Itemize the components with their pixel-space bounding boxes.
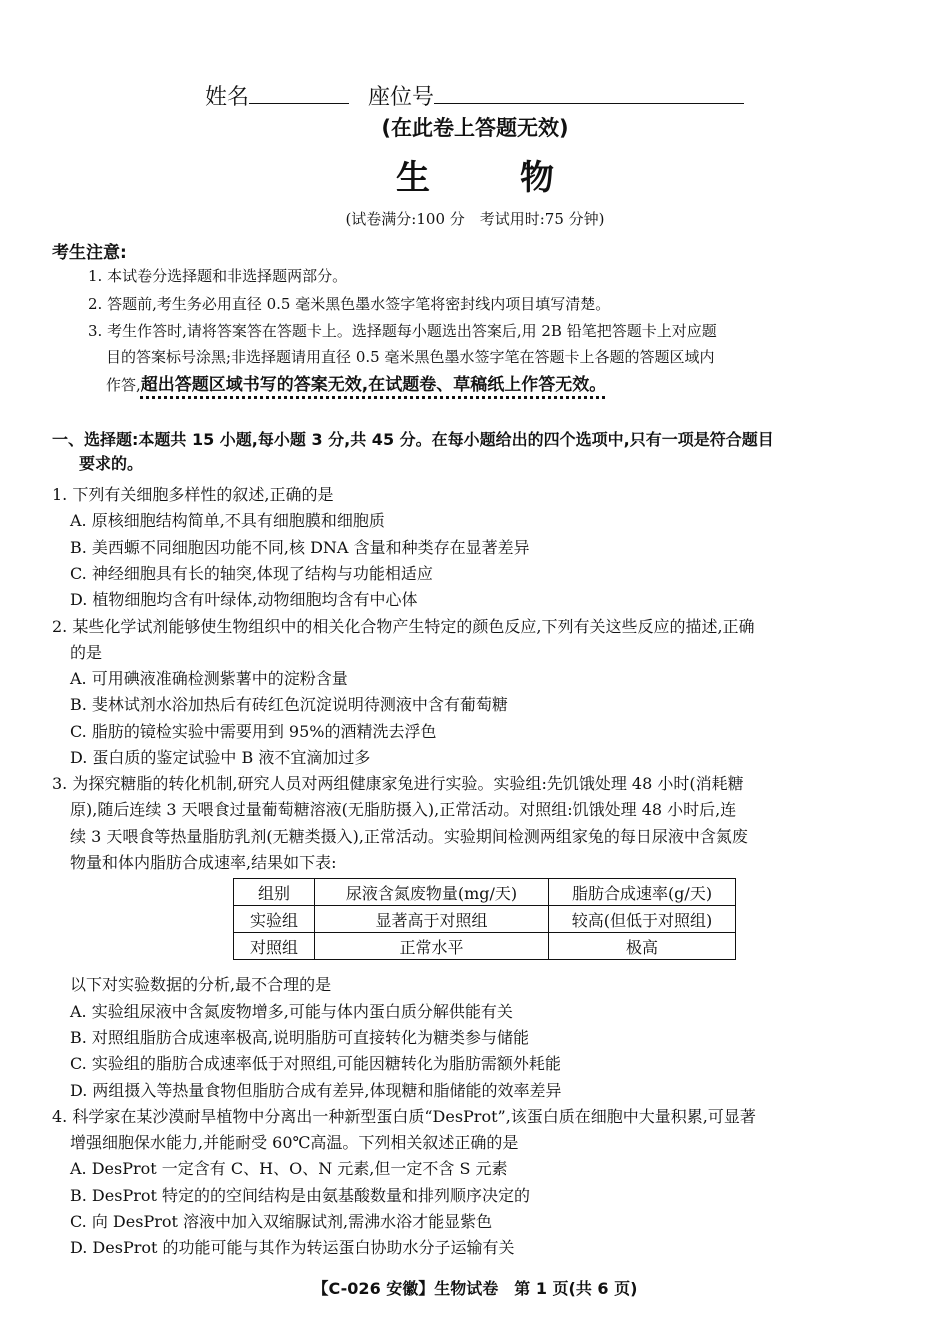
table-header-cell: 组别	[234, 879, 315, 906]
q2-stem-line-2: 的是	[70, 643, 103, 662]
table-cell: 实验组	[234, 906, 315, 933]
q2-option-a: A. 可用碘液准确检测紫薯中的淀粉含量	[70, 669, 348, 688]
q3-option-a: A. 实验组尿液中含氮废物增多,可能与体内蛋白质分解供能有关	[70, 1002, 513, 1021]
attention-item-3-lead: 作答,	[106, 376, 141, 394]
q4-stem-line-1: 4. 科学家在某沙漠耐旱植物中分离出一种新型蛋白质“DesProt”,该蛋白质在细胞中大量积累,可显著	[52, 1107, 756, 1126]
seat-blank	[434, 85, 744, 104]
q2-option-d: D. 蛋白质的鉴定试验中 B 液不宜滴加过多	[70, 748, 371, 767]
attention-emphasis: 超出答题区域书写的答案无效,在试题卷、草稿纸上作答无效。	[140, 375, 607, 395]
q1-stem: 1. 下列有关细胞多样性的叙述,正确的是	[52, 485, 334, 504]
q3-stem-line-4: 物量和体内脂肪合成速率,结果如下表:	[70, 853, 337, 872]
table-row	[234, 906, 736, 933]
q1-option-c: C. 神经细胞具有长的轴突,体现了结构与功能相适应	[70, 564, 433, 583]
table-header-cell: 脂肪合成速率(g/天)	[549, 879, 736, 906]
seat-label: 座位号	[368, 85, 435, 110]
name-label: 姓名	[205, 85, 250, 110]
table-cell: 对照组	[234, 933, 315, 960]
q2-stem-line-1: 2. 某些化学试剂能够使生物组织中的相关化合物产生特定的颜色反应,下列有关这些反应的描述,正确	[52, 617, 755, 636]
q3-option-d: D. 两组摄入等热量食物但脂肪合成有差异,体现糖和脂储能的效率差异	[70, 1081, 562, 1100]
attention-item-3-line-1: 3. 考生作答时,请将答案答在答题卡上。选择题每小题选出答案后,用 2B 铅笔把答题卡上对应题	[88, 322, 717, 340]
q4-option-c: C. 向 DesProt 溶液中加入双缩脲试剂,需沸水浴才能显紫色	[70, 1212, 493, 1231]
attention-item-2: 2. 答题前,考生务必用直径 0.5 毫米黑色墨水签字笔将密封线内项目填写清楚。	[88, 295, 611, 313]
attention-item-3-line-2: 目的答案标号涂黑;非选择题请用直径 0.5 毫米黑色墨水签字笔在答题卡上各题的答题区域内	[106, 348, 715, 366]
table-cell: 正常水平	[315, 933, 549, 960]
q2-option-c: C. 脂肪的镜检实验中需要用到 95%的酒精洗去浮色	[70, 722, 437, 741]
attention-item-3-line-3	[106, 372, 906, 398]
q1-option-b: B. 美西螈不同细胞因功能不同,核 DNA 含量和种类存在显著差异	[70, 538, 530, 557]
q3-option-c: C. 实验组的脂肪合成速率低于对照组,可能因糖转化为脂肪需额外耗能	[70, 1054, 561, 1073]
section-heading-line-2: 要求的。	[79, 454, 144, 473]
q4-option-a: A. DesProt 一定含有 C、H、O、N 元素,但一定不含 S 元素	[70, 1159, 508, 1178]
page-footer: 【C-026 安徽】生物试卷 第 1 页(共 6 页)	[312, 1279, 638, 1298]
q1-option-a: A. 原核细胞结构简单,不具有细胞膜和细胞质	[70, 511, 385, 530]
section-heading	[52, 428, 902, 476]
table-cell: 较高(但低于对照组)	[549, 906, 736, 933]
table-header-cell: 尿液含氮废物量(mg/天)	[315, 879, 549, 906]
name-blank	[249, 85, 349, 104]
q1-option-d: D. 植物细胞均含有叶绿体,动物细胞均含有中心体	[70, 590, 418, 609]
q3-stem-line-2: 原),随后连续 3 天喂食过量葡萄糖溶液(无脂肪摄入),正常活动。对照组:饥饿处理 48 小时后,连	[70, 800, 737, 819]
q4-option-d: D. DesProt 的功能可能与其作为转运蛋白协助水分子运输有关	[70, 1238, 515, 1257]
q3-stem-line-1: 3. 为探究糖脂的转化机制,研究人员对两组健康家兔进行实验。实验组:先饥饿处理 48 小时(消耗糖	[52, 774, 744, 793]
table-row	[234, 933, 736, 960]
subject-title: 生物	[396, 158, 644, 198]
attention-title: 考生注意:	[52, 243, 127, 263]
table-header-row	[234, 879, 736, 906]
exam-meta: (试卷满分:100 分 考试用时:75 分钟)	[345, 210, 605, 228]
table-cell: 显著高于对照组	[315, 906, 549, 933]
q2-option-b: B. 斐林试剂水浴加热后有砖红色沉淀说明待测液中含有葡萄糖	[70, 695, 508, 714]
attention-item-1: 1. 本试卷分选择题和非选择题两部分。	[88, 267, 348, 285]
q3-option-b: B. 对照组脂肪合成速率极高,说明脂肪可直接转化为糖类参与储能	[70, 1028, 530, 1047]
q3-data-table	[233, 878, 736, 960]
no-answer-notice: (在此卷上答题无效)	[381, 116, 569, 140]
q4-stem-line-2: 增强细胞保水能力,并能耐受 60℃高温。下列相关叙述正确的是	[70, 1133, 519, 1152]
q3-after-table: 以下对实验数据的分析,最不合理的是	[70, 975, 332, 994]
section-heading-line-1: 一、选择题:本题共 15 小题,每小题 3 分,共 45 分。在每小题给出的四个选项中,只有一项是符合题目	[52, 430, 774, 449]
name-seat-line	[205, 80, 744, 111]
q3-stem-line-3: 续 3 天喂食等热量脂肪乳剂(无糖类摄入),正常活动。实验期间检测两组家兔的每日尿液中含氮废	[70, 827, 748, 846]
table-cell: 极高	[549, 933, 736, 960]
q4-option-b: B. DesProt 特定的的空间结构是由氨基酸数量和排列顺序决定的	[70, 1186, 531, 1205]
